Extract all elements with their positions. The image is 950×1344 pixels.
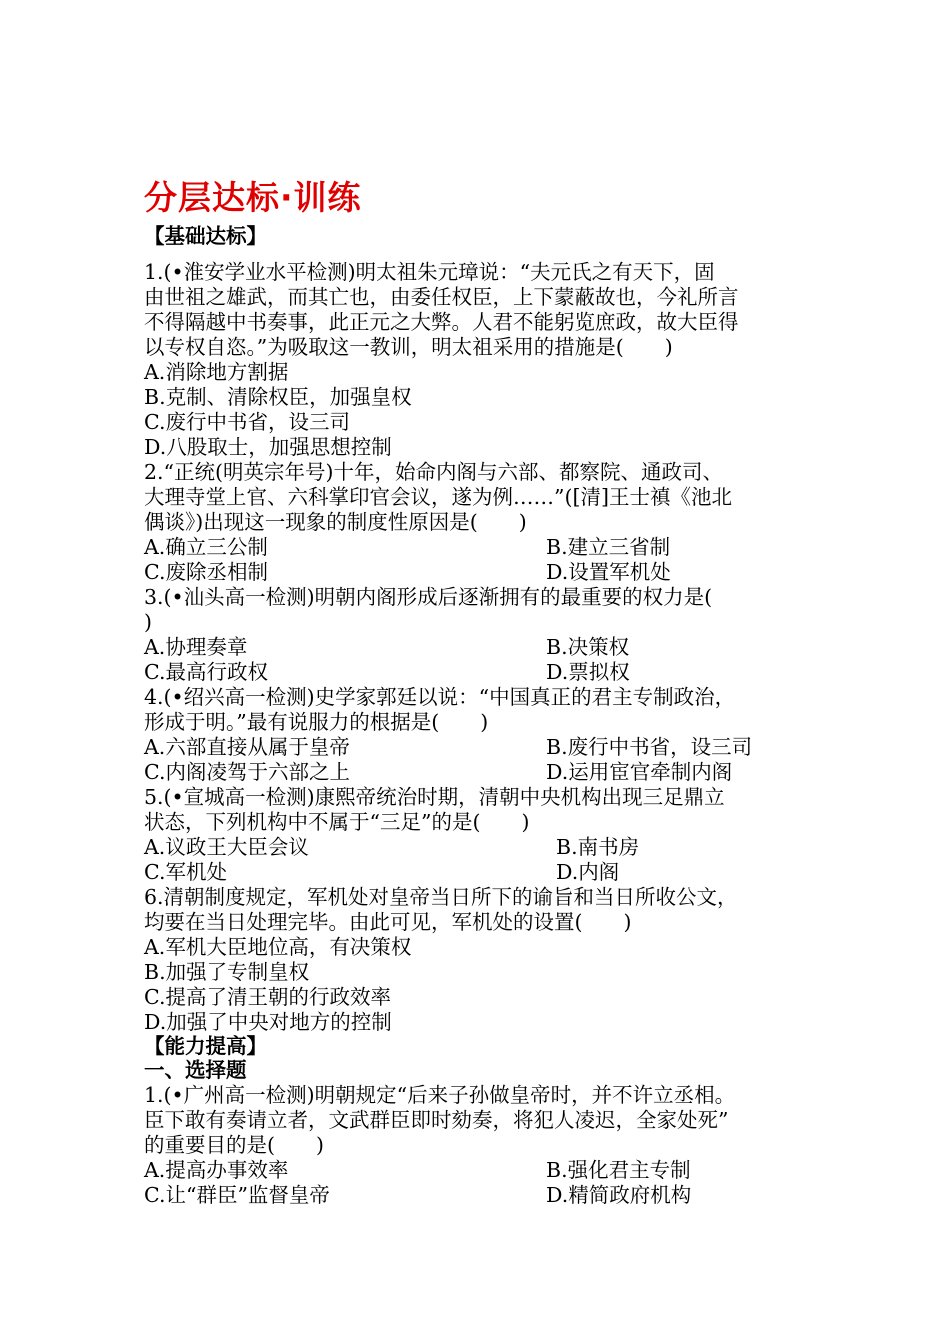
q7-option-d: D.精简政府机构 (546, 1183, 692, 1207)
q7-option-a: A.提高办事效率 (144, 1158, 289, 1182)
q4-option-b: B.废行中书省，设三司 (546, 735, 753, 759)
q1-option-d: D.八股取士，加强思想控制 (144, 435, 392, 459)
q4-line-1: 4.(•绍兴高一检测)史学家郭廷以说：“中国真正的君主专制政治， (144, 685, 736, 709)
q1-option-a: A.消除地方割据 (144, 360, 289, 384)
q7-option-b: B.强化君主专制 (546, 1158, 691, 1182)
q4-line-2: 形成于明。”最有说服力的根据是( ) (144, 710, 489, 734)
q2-line-2: 大理寺堂上官、六科掌印官会议，遂为例……”([清]王士禛《池北 (144, 485, 732, 509)
q3-line-1: 3.(•汕头高一检测)明朝内阁形成后逐渐拥有的最重要的权力是( (144, 585, 713, 609)
q5-option-b: B.南书房 (556, 835, 640, 859)
q7-line-3: 的重要目的是( ) (144, 1133, 324, 1157)
q7-option-c: C.让“群臣”监督皇帝 (144, 1183, 330, 1207)
q1-line-3: 不得隔越中书奏事，此正元之大弊。人君不能躬览庶政，故大臣得 (144, 310, 739, 334)
q2-option-c: C.废除丞相制 (144, 560, 268, 584)
q5-line-2: 状态，下列机构中不属于“三足”的是( ) (144, 810, 530, 834)
q3-option-b: B.决策权 (546, 635, 630, 659)
q6-line-1: 6.清朝制度规定，军机处对皇帝当日所下的谕旨和当日所收公文， (144, 885, 738, 909)
q1-line-4: 以专权自恣。”为吸取这一教训，明太祖采用的措施是( ) (144, 335, 673, 359)
q1-option-c: C.废行中书省，设三司 (144, 410, 350, 434)
q7-line-2: 臣下敢有奏请立者，文武群臣即时劾奏，将犯人凌迟，全家处死” (144, 1108, 729, 1132)
q1-line-2: 由世祖之雄武，而其亡也，由委任权臣，上下蒙蔽故也，今礼所言 (144, 285, 739, 309)
q6-line-2: 均要在当日处理完毕。由此可见，军机处的设置( ) (144, 910, 632, 934)
q4-option-d: D.运用宦官牵制内阁 (546, 760, 733, 784)
section-heading-basic: 【基础达标】 (144, 224, 267, 248)
q1-line-1: 1.(•淮安学业水平检测)明太祖朱元璋说：“夫元氏之有天下，固 (144, 260, 715, 284)
q6-option-a: A.军机大臣地位高，有决策权 (144, 935, 412, 959)
q3-line-2: ) (144, 610, 152, 634)
q5-option-c: C.军机处 (144, 860, 227, 884)
q3-option-d: D.票拟权 (546, 660, 630, 684)
q2-line-1: 2.“正统(明英宗年号)十年，始命内阁与六部、都察院、通政司、 (144, 460, 724, 484)
q5-line-1: 5.(•宣城高一检测)康熙帝统治时期，清朝中央机构出现三足鼎立 (144, 785, 725, 809)
q3-option-a: A.协理奏章 (144, 635, 248, 659)
page-title: 分层达标·训练 (144, 178, 362, 217)
q1-option-b: B.克制、清除权臣，加强皇权 (144, 385, 412, 409)
q7-line-1: 1.(•广州高一检测)明朝规定“后来子孙做皇帝时，并不许立丞相。 (144, 1083, 736, 1107)
q2-line-3: 偶谈》)出现这一现象的制度性原因是( ) (144, 510, 527, 534)
q2-option-d: D.设置军机处 (546, 560, 671, 584)
q6-option-c: C.提高了清王朝的行政效率 (144, 985, 391, 1009)
section-heading-advanced: 【能力提高】 (144, 1034, 267, 1058)
q2-option-b: B.建立三省制 (546, 535, 671, 559)
q6-option-d: D.加强了中央对地方的控制 (144, 1010, 392, 1034)
q2-option-a: A.确立三公制 (144, 535, 268, 559)
q5-option-a: A.议政王大臣会议 (144, 835, 309, 859)
q5-option-d: D.内阁 (556, 860, 620, 884)
q4-option-c: C.内阁凌驾于六部之上 (144, 760, 350, 784)
q6-option-b: B.加强了专制皇权 (144, 960, 310, 984)
q3-option-c: C.最高行政权 (144, 660, 268, 684)
subsection-heading-choice: 一、选择题 (144, 1058, 247, 1082)
q4-option-a: A.六部直接从属于皇帝 (144, 735, 350, 759)
